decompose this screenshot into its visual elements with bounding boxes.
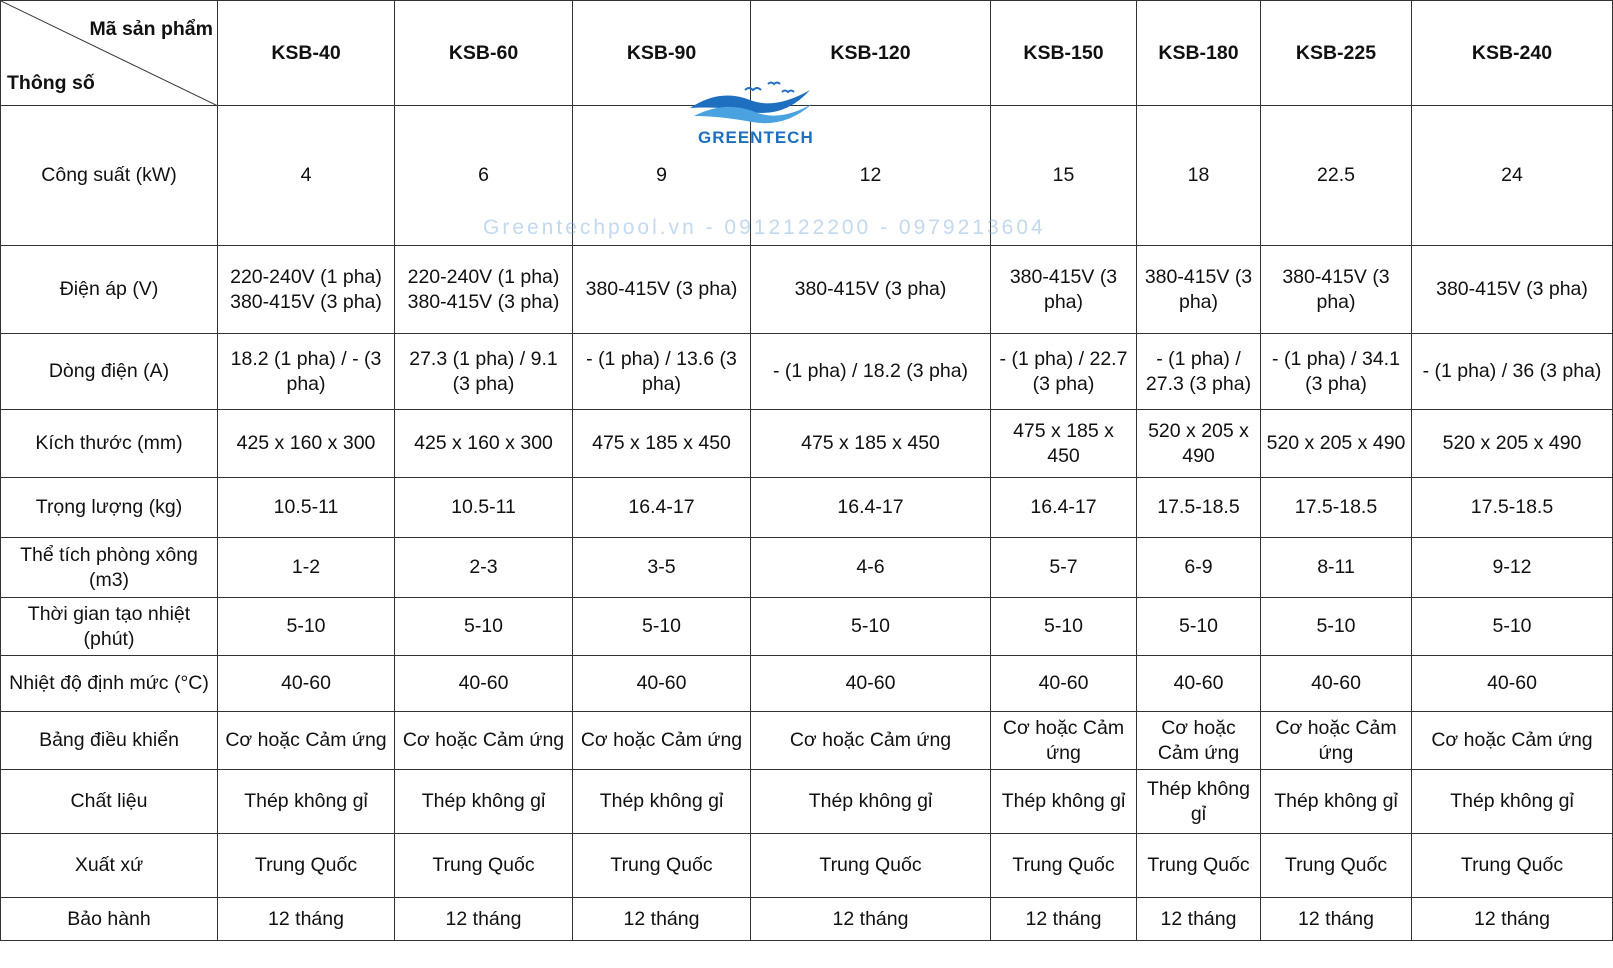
value-cell: 15: [991, 106, 1137, 246]
value-cell: 520 x 205 x 490: [1261, 410, 1412, 478]
value-cell: 5-10: [1137, 598, 1261, 656]
value-cell: - (1 pha) / 13.6 (3 pha): [573, 334, 751, 410]
row-label-cell: Bảo hành: [1, 898, 218, 941]
value-cell: Thép không gỉ: [991, 770, 1137, 834]
row-label-cell: Thể tích phòng xông (m3): [1, 538, 218, 598]
header-row: [1, 1, 1613, 106]
value-cell: 220-240V (1 pha) 380-415V (3 pha): [218, 246, 395, 334]
value-cell: 10.5-11: [395, 478, 573, 538]
row-label-cell: Trọng lượng (kg): [1, 478, 218, 538]
value-cell: 12 tháng: [1137, 898, 1261, 941]
value-cell: 475 x 185 x 450: [991, 410, 1137, 478]
row-label-cell: Công suất (kW): [1, 106, 218, 246]
value-cell: Cơ hoặc Cảm ứng: [395, 712, 573, 770]
corner-label-parameter: Thông số: [7, 72, 95, 94]
value-cell: 12 tháng: [218, 898, 395, 941]
value-cell: - (1 pha) / 18.2 (3 pha): [751, 334, 991, 410]
value-cell: 16.4-17: [991, 478, 1137, 538]
value-cell: Cơ hoặc Cảm ứng: [751, 712, 991, 770]
value-cell: Trung Quốc: [1137, 834, 1261, 898]
value-cell: 40-60: [751, 656, 991, 712]
watermark: Greentechpool.vn - 0912122200 - 0979213604: [483, 216, 1046, 239]
value-cell: Thép không gỉ: [1412, 770, 1613, 834]
value-cell: 520 x 205 x 490: [1137, 410, 1261, 478]
model-header-cell: KSB-120: [751, 1, 991, 106]
model-header-cell: KSB-60: [395, 1, 573, 106]
model-header-cell: KSB-40: [218, 1, 395, 106]
logo-text: GREENTECH: [698, 128, 814, 147]
value-cell: 24: [1412, 106, 1613, 246]
value-cell: 9: [573, 106, 751, 246]
table-row: [1, 834, 1613, 898]
value-cell: 40-60: [991, 656, 1137, 712]
value-cell: 8-11: [1261, 538, 1412, 598]
table-row: [1, 598, 1613, 656]
value-cell: Cơ hoặc Cảm ứng: [991, 712, 1137, 770]
value-cell: 425 x 160 x 300: [395, 410, 573, 478]
value-cell: 12 tháng: [395, 898, 573, 941]
row-label-cell: Nhiệt độ định mức (°C): [1, 656, 218, 712]
value-cell: 16.4-17: [751, 478, 991, 538]
corner-header-cell: [1, 1, 218, 106]
value-cell: 12 tháng: [991, 898, 1137, 941]
value-cell: 27.3 (1 pha) / 9.1 (3 pha): [395, 334, 573, 410]
table-row: [1, 478, 1613, 538]
value-cell: Thép không gỉ: [751, 770, 991, 834]
value-cell: 6-9: [1137, 538, 1261, 598]
row-label-cell: Bảng điều khiển: [1, 712, 218, 770]
value-cell: 5-7: [991, 538, 1137, 598]
value-cell: Thép không gỉ: [1261, 770, 1412, 834]
value-cell: 10.5-11: [218, 478, 395, 538]
value-cell: - (1 pha) / 27.3 (3 pha): [1137, 334, 1261, 410]
table-row: [1, 712, 1613, 770]
value-cell: 3-5: [573, 538, 751, 598]
row-label-cell: Điện áp (V): [1, 246, 218, 334]
table-row: [1, 410, 1613, 478]
value-cell: 12 tháng: [751, 898, 991, 941]
value-cell: 6: [395, 106, 573, 246]
value-cell: 5-10: [1412, 598, 1613, 656]
value-cell: Trung Quốc: [1261, 834, 1412, 898]
table-row: [1, 656, 1613, 712]
value-cell: 12 tháng: [1261, 898, 1412, 941]
value-cell: - (1 pha) / 22.7 (3 pha): [991, 334, 1137, 410]
table-row: [1, 770, 1613, 834]
value-cell: Thép không gỉ: [1137, 770, 1261, 834]
value-cell: 22.5: [1261, 106, 1412, 246]
value-cell: Cơ hoặc Cảm ứng: [1261, 712, 1412, 770]
value-cell: 380-415V (3 pha): [1412, 246, 1613, 334]
value-cell: 380-415V (3 pha): [991, 246, 1137, 334]
table-row: [1, 334, 1613, 410]
value-cell: 380-415V (3 pha): [1137, 246, 1261, 334]
value-cell: Trung Quốc: [395, 834, 573, 898]
value-cell: Cơ hoặc Cảm ứng: [1137, 712, 1261, 770]
model-header-cell: KSB-150: [991, 1, 1137, 106]
row-label-cell: Kích thước (mm): [1, 410, 218, 478]
value-cell: 5-10: [395, 598, 573, 656]
value-cell: 4-6: [751, 538, 991, 598]
value-cell: Cơ hoặc Cảm ứng: [218, 712, 395, 770]
value-cell: 5-10: [573, 598, 751, 656]
value-cell: 1-2: [218, 538, 395, 598]
value-cell: Cơ hoặc Cảm ứng: [573, 712, 751, 770]
value-cell: Trung Quốc: [991, 834, 1137, 898]
value-cell: Trung Quốc: [751, 834, 991, 898]
value-cell: Cơ hoặc Cảm ứng: [1412, 712, 1613, 770]
table-row: [1, 538, 1613, 598]
value-cell: 9-12: [1412, 538, 1613, 598]
value-cell: 40-60: [1412, 656, 1613, 712]
value-cell: 520 x 205 x 490: [1412, 410, 1613, 478]
model-header-cell: KSB-240: [1412, 1, 1613, 106]
value-cell: 425 x 160 x 300: [218, 410, 395, 478]
value-cell: 17.5-18.5: [1261, 478, 1412, 538]
value-cell: - (1 pha) / 36 (3 pha): [1412, 334, 1613, 410]
value-cell: Trung Quốc: [1412, 834, 1613, 898]
value-cell: 380-415V (3 pha): [573, 246, 751, 334]
value-cell: 12: [751, 106, 991, 246]
value-cell: 5-10: [751, 598, 991, 656]
value-cell: - (1 pha) / 34.1 (3 pha): [1261, 334, 1412, 410]
value-cell: 40-60: [1137, 656, 1261, 712]
row-label-cell: Thời gian tạo nhiệt (phút): [1, 598, 218, 656]
table-row: [1, 246, 1613, 334]
value-cell: 12 tháng: [1412, 898, 1613, 941]
value-cell: 5-10: [218, 598, 395, 656]
value-cell: 40-60: [573, 656, 751, 712]
value-cell: 16.4-17: [573, 478, 751, 538]
value-cell: 475 x 185 x 450: [751, 410, 991, 478]
model-header-cell: KSB-225: [1261, 1, 1412, 106]
value-cell: 18.2 (1 pha) / - (3 pha): [218, 334, 395, 410]
value-cell: 5-10: [1261, 598, 1412, 656]
row-label-cell: Dòng điện (A): [1, 334, 218, 410]
value-cell: Thép không gỉ: [218, 770, 395, 834]
value-cell: 17.5-18.5: [1137, 478, 1261, 538]
row-label-cell: Chất liệu: [1, 770, 218, 834]
value-cell: 380-415V (3 pha): [751, 246, 991, 334]
value-cell: 12 tháng: [573, 898, 751, 941]
value-cell: 4: [218, 106, 395, 246]
row-label-cell: Xuất xứ: [1, 834, 218, 898]
table-row: [1, 898, 1613, 941]
value-cell: 5-10: [991, 598, 1137, 656]
value-cell: Trung Quốc: [573, 834, 751, 898]
value-cell: 220-240V (1 pha) 380-415V (3 pha): [395, 246, 573, 334]
value-cell: 18: [1137, 106, 1261, 246]
corner-label-product-code: Mã sản phẩm: [89, 18, 213, 40]
value-cell: 40-60: [218, 656, 395, 712]
model-header-cell: KSB-180: [1137, 1, 1261, 106]
table-row: [1, 106, 1613, 246]
value-cell: Thép không gỉ: [395, 770, 573, 834]
value-cell: 380-415V (3 pha): [1261, 246, 1412, 334]
value-cell: 2-3: [395, 538, 573, 598]
value-cell: 17.5-18.5: [1412, 478, 1613, 538]
model-header-cell: KSB-90: [573, 1, 751, 106]
value-cell: 40-60: [1261, 656, 1412, 712]
value-cell: Thép không gỉ: [573, 770, 751, 834]
value-cell: 40-60: [395, 656, 573, 712]
value-cell: Trung Quốc: [218, 834, 395, 898]
value-cell: 475 x 185 x 450: [573, 410, 751, 478]
